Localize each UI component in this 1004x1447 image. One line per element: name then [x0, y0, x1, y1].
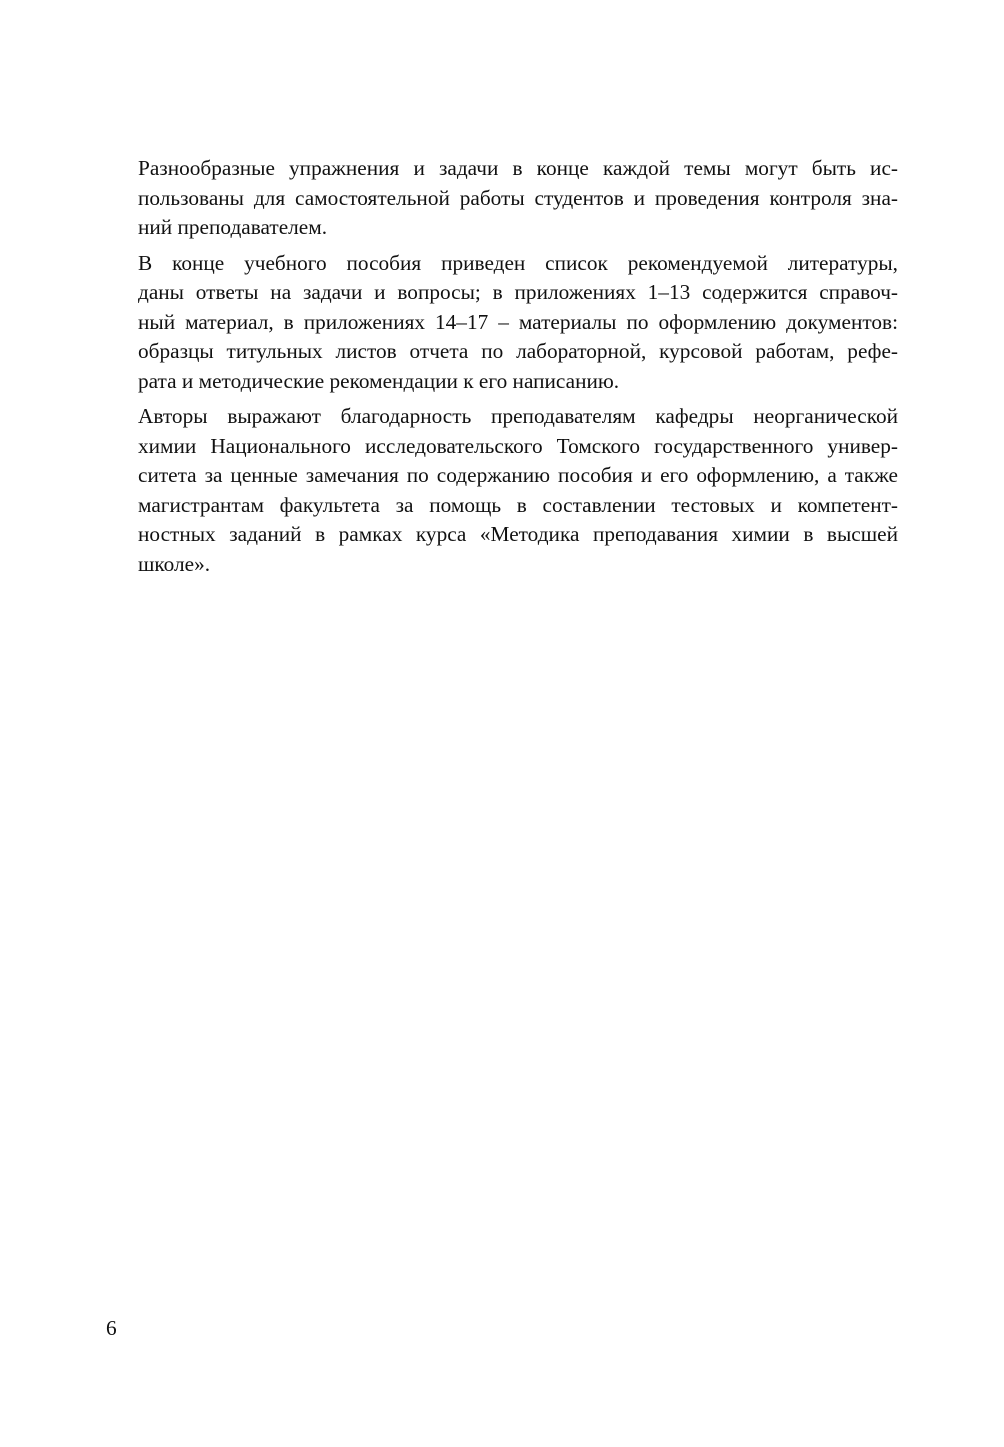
text-line: школе». [138, 551, 211, 576]
text-line: магистрантам факультета за помощь в составлении тестовых и компетент- [138, 492, 898, 517]
text-line: Авторы выражают благодарность преподавателям кафедры неорганической [138, 404, 898, 428]
paragraph-2 [107, 249, 898, 397]
text-line: даны ответы на задачи и вопросы; в приложениях 1–13 содержится справоч- [138, 280, 898, 304]
text-line: рата и методические рекомендации к его написанию. [138, 368, 620, 393]
paragraph-3 [107, 402, 898, 579]
text-line: ностных заданий в рамках курса «Методика преподавания химии в высшей [138, 522, 898, 546]
text-line: образцы титульных листов отчета по лабораторной, курсовой работам, рефе- [138, 339, 898, 363]
text-line: ный материал, в приложениях 14–17 – материалы по оформлению документов: [138, 309, 898, 334]
text-line: химии Национального исследовательского Томского государственного универ- [138, 433, 898, 458]
text-line: ний преподавателем. [138, 215, 328, 239]
text-line: ситета за ценные замечания по содержанию пособия и его оформлению, а также [138, 463, 898, 487]
paragraph-1 [107, 154, 898, 243]
page-number: 6 [106, 1316, 117, 1340]
text-line: пользованы для самостоятельной работы студентов и проведения контроля зна- [138, 185, 898, 210]
text-line: В конце учебного пособия приведен список рекомендуемой литературы, [138, 250, 898, 275]
body-text [107, 154, 898, 585]
text-line: Разнообразные упражнения и задачи в конце каждой темы могут быть ис- [138, 156, 898, 180]
